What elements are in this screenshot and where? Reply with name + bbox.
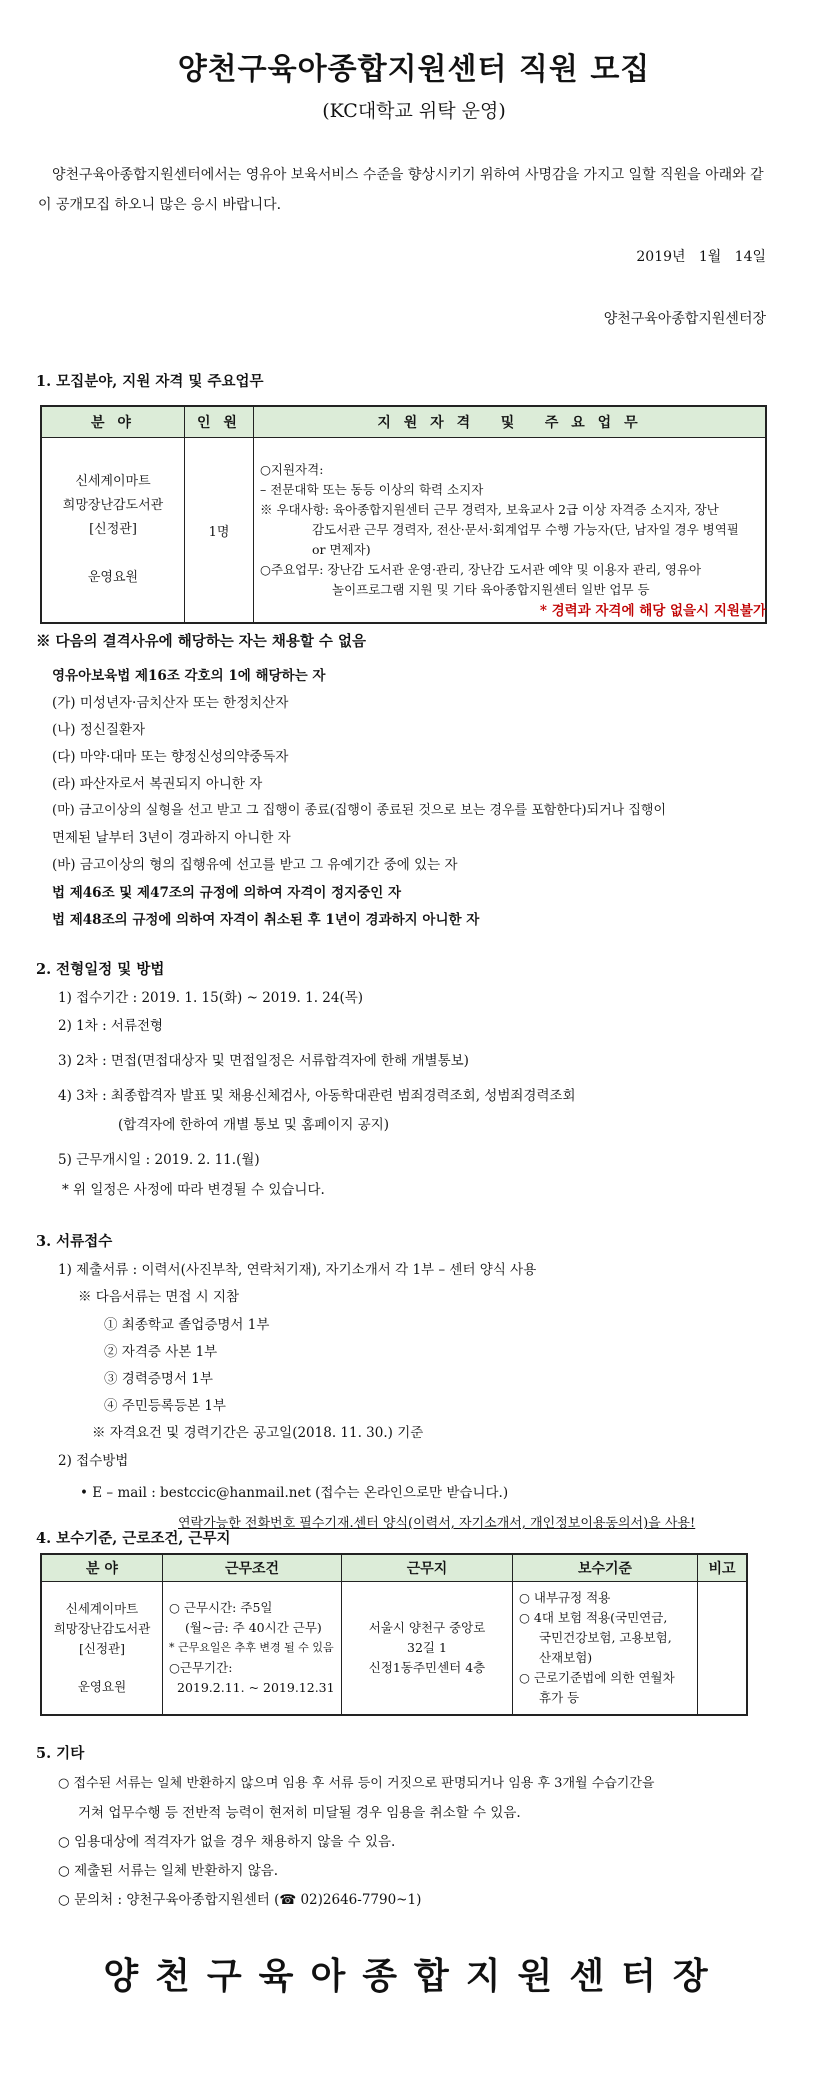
qual-line: ○지원자격:: [260, 462, 324, 477]
section-4-heading: 4. 보수기준, 근로조건, 근무지: [36, 1530, 231, 1547]
header-field: 분 야: [41, 406, 185, 438]
intro-paragraph: 양천구육아종합지원센터에서는 영유아 보육서비스 수준을 향상시키기 위하여 사명감을 가지고 일할 직원을 아래와 같이 공개모집 하오니 많은 응시 바랍니다.: [38, 167, 764, 213]
header-pay: 보수기준: [513, 1554, 698, 1582]
submission-note: 연락가능한 전화번호 필수기재.센터 양식(이력서, 자기소개서, 개인정보이용동의서)을 사용!: [178, 1516, 696, 1531]
cond-line: (월~금: 주 40시간 근무): [185, 1620, 322, 1635]
contact-number: 02)2646-7790~1): [296, 1892, 422, 1908]
cond-line: ○ 근무시간: 주5일: [169, 1600, 273, 1615]
misc-line: ○ 임용대상에 적격자가 없을 경우 채용하지 않을 수 있음.: [58, 1834, 396, 1850]
pay-line: 국민건강보험, 고용보험,: [539, 1630, 672, 1645]
disq-line: 법 제46조 및 제47조의 규정에 의하여 자격이 정지중인 자: [52, 885, 402, 901]
workplace-cell: [342, 1582, 513, 1716]
footer-signature: 양천구육아종합지원센터장: [103, 1955, 725, 1997]
field-line: 운영요원: [77, 1679, 127, 1694]
disqualification-heading: ※ 다음의 결격사유에 해당하는 자는 채용할 수 없음: [36, 633, 366, 650]
schedule-note: * 위 일정은 사정에 따라 변경될 수 있습니다.: [62, 1182, 325, 1198]
schedule-line: 2) 1차 : 서류전형: [58, 1018, 164, 1034]
disq-line: 법 제48조의 규정에 의하여 자격이 취소된 후 1년이 경과하지 아니한 자: [52, 912, 480, 928]
header-conditions: 근무조건: [163, 1554, 342, 1582]
contact-line: [58, 1888, 421, 1908]
place-line: 32길 1: [407, 1640, 447, 1655]
contact-label: ○ 문의처 : 양천구육아종합지원센터 (: [58, 1892, 280, 1908]
field-line: 희망장난감도서관: [62, 498, 164, 513]
header-workplace: 근무지: [342, 1554, 513, 1582]
notice-date: 2019년 1월 14일: [636, 249, 766, 265]
doc-line: ※ 자격요건 및 경력기간은 공고일(2018. 11. 30.) 기준: [92, 1425, 424, 1441]
page-title: 양천구육아종합지원센터 직원 모집: [177, 52, 651, 87]
misc-line: 거쳐 업무수행 등 전반적 능력이 현저히 미달될 경우 임용을 취소할 수 있음.: [78, 1805, 521, 1821]
cond-line: ○근무기간:: [169, 1660, 233, 1675]
doc-line: ③ 경력증명서 1부: [104, 1371, 213, 1387]
qual-line: 놀이프로그램 지원 및 기타 육아종합지원센터 일반 업무 등: [332, 582, 650, 597]
field-line: [신정관]: [89, 522, 137, 537]
doc-line: 2) 접수방법: [58, 1453, 129, 1469]
disq-line: (다) 마약·대마 또는 향정신성의약중독자: [52, 749, 289, 765]
pay-line: 휴가 등: [539, 1690, 580, 1705]
email-line[interactable]: • E – mail : bestccic@hanmail.net (접수는 온라인으로만 받습니다.): [80, 1485, 509, 1501]
disq-line: (라) 파산자로서 복권되지 아니한 자: [52, 776, 263, 792]
place-line: 신정1동주민센터 4층: [368, 1660, 486, 1675]
field-line: 희망장난감도서관: [53, 1621, 151, 1636]
field-line: [신정관]: [79, 1641, 125, 1656]
qual-line: ※ 우대사항: 육아종합지원센터 근무 경력자, 보육교사 2급 이상 자격증 소지자, 장난: [260, 502, 719, 517]
pay-line: 산재보험): [539, 1650, 593, 1665]
section-1-heading: 1. 모집분야, 지원 자격 및 주요업무: [36, 373, 264, 390]
schedule-line: (합격자에 한하여 개별 통보 및 홈페이지 공지): [118, 1117, 390, 1133]
doc-line: ② 자격증 사본 1부: [104, 1344, 218, 1360]
disq-line: 면제된 날부터 3년이 경과하지 아니한 자: [52, 830, 291, 846]
notice-issuer: 양천구육아종합지원센터장: [603, 311, 766, 327]
pay-line: ○ 4대 보험 적용(국민연금,: [519, 1610, 668, 1625]
recruitment-table: [40, 405, 767, 624]
qual-line: ○주요업무: 장난감 도서관 운영·관리, 장난감 도서관 예약 및 이용자 관리, 영유아: [260, 562, 702, 577]
header-count: 인 원: [185, 406, 254, 438]
field-line: 신세계이마트: [65, 1601, 139, 1616]
doc-line: ※ 다음서류는 면접 시 지참: [78, 1289, 240, 1305]
section-3-heading: 3. 서류접수: [36, 1233, 113, 1250]
field-line: 신세계이마트: [75, 474, 151, 489]
disq-line: 영유아보육법 제16조 각호의 1에 해당하는 자: [52, 668, 326, 684]
header-remarks: 비고: [698, 1554, 748, 1582]
disq-line: (바) 금고이상의 형의 집행유예 선고를 받고 그 유예기간 중에 있는 자: [52, 857, 458, 873]
qual-line: 감도서관 근무 경력자, 전산·문서·회계업무 수행 가능자(단, 남자일 경우 병역필: [312, 522, 739, 537]
cond-line: * 근무요일은 추후 변경 될 수 있음: [169, 1641, 334, 1654]
remarks-cell: [698, 1582, 748, 1716]
place-line: 서울시 양천구 중앙로: [368, 1620, 486, 1635]
cond-line: 2019.2.11. ~ 2019.12.31: [177, 1680, 335, 1695]
schedule-line: 4) 3차 : 최종합격자 발표 및 채용신체검사, 아동학대관련 범죄경력조회, 성범죄경력조회: [58, 1088, 576, 1104]
field-cell: [41, 1582, 163, 1716]
field-cell: [41, 438, 185, 624]
section-2-heading: 2. 전형일정 및 방법: [36, 961, 165, 978]
doc-line: ④ 주민등록등본 1부: [104, 1398, 226, 1414]
eligibility-warning: * 경력과 자격에 해당 없을시 지원불가: [539, 603, 766, 619]
pay-line: ○ 근로기준법에 의한 연월차: [519, 1670, 675, 1685]
qualification-cell: [254, 438, 767, 624]
pay-line: ○ 내부규정 적용: [519, 1590, 611, 1605]
section-5-heading: 5. 기타: [36, 1745, 85, 1762]
schedule-line: 3) 2차 : 면접(면접대상자 및 면접일정은 서류합격자에 한해 개별통보): [58, 1053, 469, 1069]
count-cell: 1명: [185, 438, 254, 624]
misc-line: ○ 제출된 서류는 일체 반환하지 않음.: [58, 1863, 279, 1879]
disq-line: (가) 미성년자·금치산자 또는 한정치산자: [52, 695, 289, 711]
disq-line: (마) 금고이상의 실형을 선고 받고 그 집행이 종료(집행이 종료된 것으로 보는 경우를 포함한다)되거나 집행이: [52, 803, 667, 818]
phone-icon: ☎: [279, 1892, 297, 1908]
field-line: 운영요원: [87, 570, 139, 585]
header-qualification: 지 원 자 격 및 주 요 업 무: [254, 406, 767, 438]
conditions-cell: [163, 1582, 342, 1716]
schedule-line: 5) 근무개시일 : 2019. 2. 11.(월): [58, 1152, 260, 1168]
conditions-table: [40, 1553, 748, 1716]
page-subtitle: (KC대학교 위탁 운영): [322, 100, 506, 122]
schedule-line: 1) 접수기간 : 2019. 1. 15(화) ~ 2019. 1. 24(목): [58, 990, 364, 1006]
qual-line: or 면제자): [312, 542, 371, 557]
disq-line: (나) 정신질환자: [52, 722, 146, 738]
qual-line: – 전문대학 또는 동등 이상의 학력 소지자: [260, 482, 484, 497]
doc-line: 1) 제출서류 : 이력서(사진부착, 연락처기재), 자기소개서 각 1부 – 센터 양식 사용: [58, 1262, 537, 1278]
misc-line: ○ 접수된 서류는 일체 반환하지 않으며 임용 후 서류 등이 거짓으로 판명되거나 임용 후 3개월 수습기간을: [58, 1776, 655, 1791]
pay-cell: [513, 1582, 698, 1716]
doc-line: ① 최종학교 졸업증명서 1부: [104, 1317, 270, 1333]
header-field: 분 야: [41, 1554, 163, 1582]
